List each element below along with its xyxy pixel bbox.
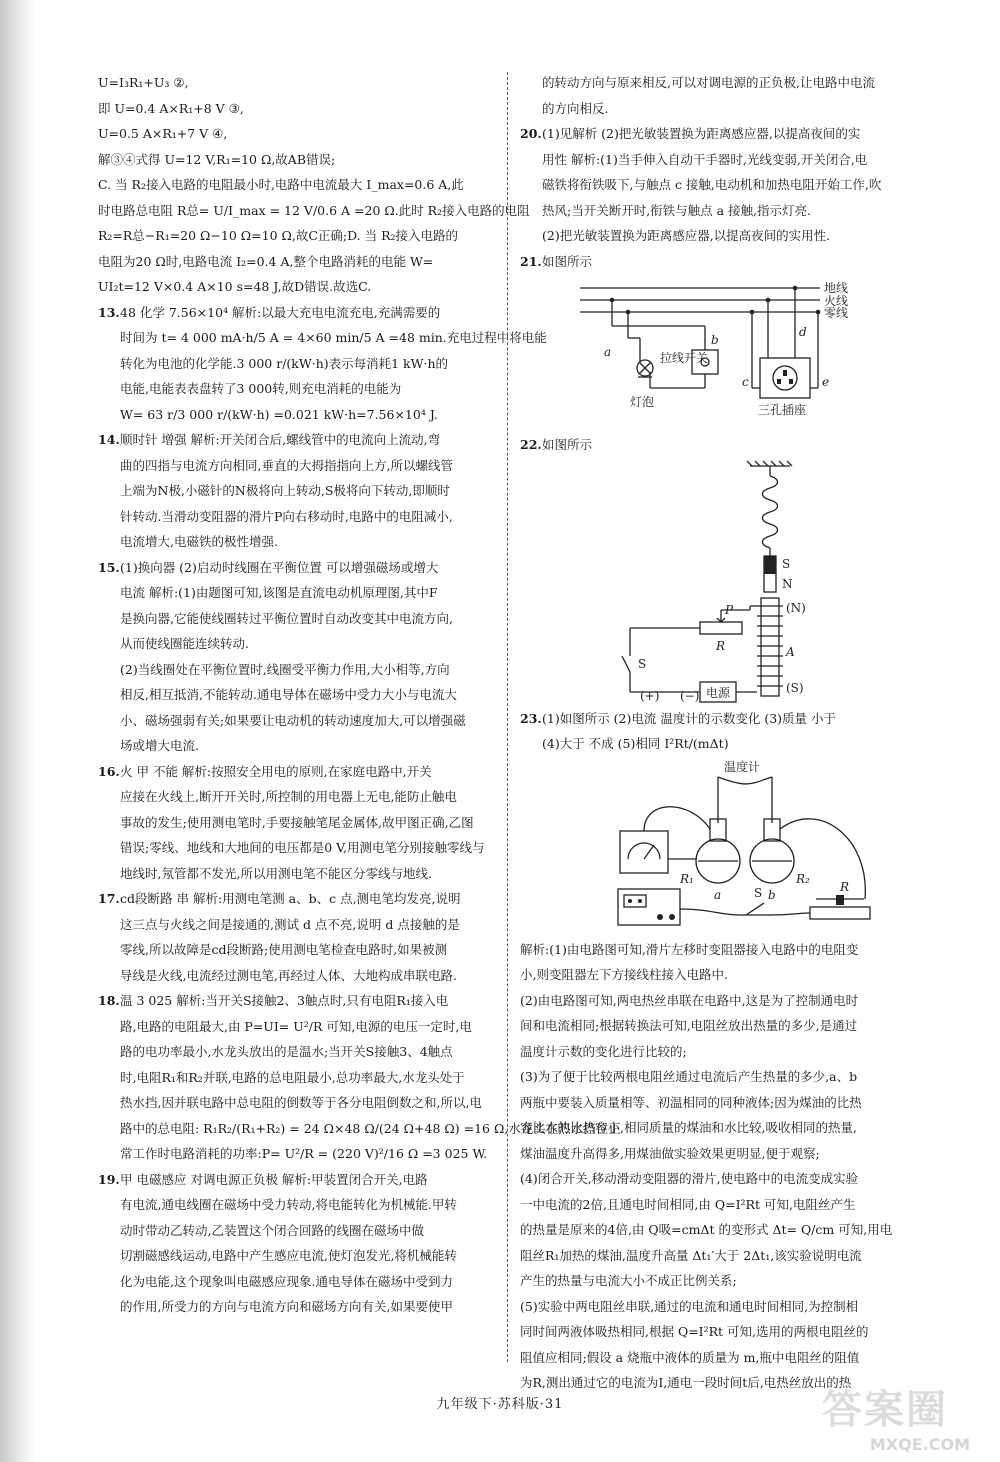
line-text: 曲的四指与电流方向相同,垂直的大拇指指向上方,所以螺线管 (120, 457, 453, 473)
power-source-label: 电源 (706, 685, 731, 700)
line-text: (1)如图所示 (2)电流 温度计的示数变化 (3)质量 小于 (542, 710, 837, 726)
text-line (98, 478, 498, 504)
line-text: (4)闭合开关,移动滑动变阻器的滑片,使电路中的电流变成实验 (520, 1171, 859, 1186)
text-line (98, 937, 498, 963)
text-line (520, 96, 938, 122)
figure-22-electromagnet-circuit (520, 460, 938, 703)
answer-23-analysis-text (520, 937, 938, 1396)
switch-s-label-23: S (754, 885, 763, 900)
line-text: 时间为 t= 4 000 mA·h/5 A = 4×60 min/5 A =48 min.充电过程中将电能 (120, 330, 547, 345)
line-text: U=I₃R₁+U₃ ②, (98, 75, 189, 90)
line-text: 有电流,通电线圈在磁场中受力转动,将电能转化为机械能.甲转 (120, 1197, 457, 1212)
line-text: 两瓶中要装入质量相等、初温相同的同种液体;因为煤油的比热 (520, 1094, 862, 1110)
line-text: 解析:(1)由电路图可知,滑片左移时变阻器接入电路中的电阻变 (520, 941, 859, 957)
line-text: 错误;零线、地线和大地间的电压都是0 V,用测电笔分别接触零线与 (120, 840, 485, 855)
text-line (98, 963, 498, 989)
question-number: 18. (98, 993, 120, 1008)
text-line (98, 1039, 498, 1065)
answer-22-text (520, 432, 938, 458)
text-line (98, 453, 498, 479)
terminal-plus-label: (+) (640, 688, 660, 703)
right-column (520, 70, 938, 1396)
text-line (520, 1141, 938, 1167)
wire-ground-label: 地线 (824, 281, 849, 295)
line-text: 磁铁将衔铁吸下,与触点 c 接触,电动机和加热电阻开始工作,吹 (542, 177, 882, 192)
text-line (98, 172, 498, 198)
lamp-label: 灯泡 (630, 395, 655, 409)
line-text: 热风;当开关断开时,衔铁与触点 a 接触,指示灯亮. (542, 202, 812, 218)
line-text: (1)见解析 (2)把光敏装置换为距离感应器,以提高夜间的实 (542, 126, 861, 141)
magnet-s-label: S (782, 556, 791, 571)
line-text: 容比水的比热容小,相同质量的煤油和水比较,吸收相同的热量, (520, 1120, 857, 1135)
text-line (520, 70, 938, 96)
line-text: cd段断路 串 解析:用测电笔测 a、b、c 点,测电笔均发亮,说明 (120, 891, 461, 906)
text-line (520, 432, 938, 458)
line-text: 小,则变阻器左下方接线柱接入电路中. (520, 967, 728, 982)
text-line (98, 580, 498, 606)
text-line (98, 912, 498, 938)
line-text: U=0.5 A×R₁+7 V ④, (98, 126, 228, 141)
line-text: 产生的热量与电流大小不成正比例关系; (520, 1273, 737, 1288)
text-line (98, 529, 498, 555)
line-text: 化为电能,这个现象叫电磁感应现象.通电导体在磁场中受到力 (120, 1273, 453, 1289)
point-e-label: e (822, 375, 830, 389)
text-line (98, 1269, 498, 1295)
line-text: 路中的总电阻: R₁R₂/(R₁+R₂) = 24 Ω×48 Ω/(24 Ω+48 Ω) =16 Ω,水龙头在热水挡位正 (120, 1120, 621, 1136)
text-line (520, 121, 938, 147)
text-line (98, 1192, 498, 1218)
switch-s-label: S (638, 656, 647, 671)
text-line (98, 631, 498, 657)
text-line (520, 172, 938, 198)
line-text: 切割磁感线运动,电路中产生感应电流,使灯泡发光,将机械能转 (120, 1248, 457, 1263)
point-d-label: d (799, 325, 807, 339)
switch-label: 拉线开关 (660, 351, 709, 365)
line-text: 小、磁场强弱有关;如果要让电动机的转动速度加大,可以增强磁 (120, 712, 466, 728)
text-line (98, 1116, 621, 1142)
line-text: (5)实验中两电阻丝串联,通过的电流和通电时间相同,为控制相 (520, 1298, 859, 1314)
line-text: 48 化学 7.56×10⁴ 解析:以最大充电电流充电,充满需要的 (120, 304, 441, 320)
socket-label: 三孔插座 (758, 403, 807, 417)
line-text: 温度计示数的变化进行比较的; (520, 1043, 687, 1059)
text-line (520, 1319, 938, 1345)
line-text: W= 63 r/3 000 r/(kW·h) =0.021 kW·h=7.56×10⁴ J. (120, 406, 438, 422)
line-text: 路,电路的电阻最大,由 P=UI= U²/R 可知,电源的电压一定时,电 (120, 1018, 472, 1034)
wire-live-label: 火线 (824, 294, 849, 308)
text-line (98, 121, 498, 147)
line-text: 这三点与火线之间是接通的,测试 d 点不亮,说明 d 点接触的是 (120, 916, 460, 932)
question-number: 20. (520, 126, 542, 141)
line-text: 导线是火线,电流经过测电笔,再经过人体、大地构成串联电路. (120, 967, 457, 983)
line-text: 从而使线圈能连续转动. (120, 636, 249, 651)
text-line (98, 1014, 498, 1040)
line-text: (2)当线圈处在平衡位置时,线圈受平衡力作用,大小相等,方向 (120, 661, 450, 677)
question-number: 21. (520, 253, 542, 269)
text-line (520, 1166, 938, 1192)
terminal-minus-label: (−) (680, 688, 700, 703)
line-text: 电流 解析:(1)由题图可知,该图是直流电动机原理图,其中F (120, 585, 438, 600)
text-line (98, 555, 498, 581)
line-text: 顺时针 增强 解析:开关闭合后,螺线管中的电流向上流动,弯 (120, 432, 441, 447)
text-line (98, 861, 498, 887)
point-c-label: c (742, 375, 749, 389)
text-line (520, 937, 938, 963)
line-text: 零线,所以故障是cd段断路;使用测电笔检查电路时,如果被测 (120, 942, 448, 957)
text-line (520, 1294, 938, 1320)
text-line (98, 223, 498, 249)
text-line (98, 1294, 498, 1320)
line-text: 路的电功率最小,水龙头放出的是温水;当开关S接触3、4触点 (120, 1044, 453, 1059)
question-number: 23. (520, 710, 542, 726)
text-line (98, 886, 498, 912)
question-number: 14. (98, 432, 120, 447)
line-text: 地线时,氖管都不发光,所以用测电笔不能区分零线与地线. (120, 865, 432, 881)
line-text: 电能,电能表表盘转了3 000转,则充电消耗的电能为 (120, 381, 402, 396)
thermometer-label: 温度计 (724, 759, 761, 774)
line-text: 解③④式得 U=12 V,R₁=10 Ω,故AB错误; (98, 151, 336, 167)
line-text: R₂=R总−R₁=20 Ω−10 Ω=10 Ω,故C正确;D. 当 R₂接入电路的 (98, 228, 459, 243)
text-line (520, 198, 938, 224)
line-text: 针转动.当滑动变阻器的滑片P向右移动时,电路中的电阻减小, (120, 508, 453, 524)
line-text: 如图所示 (542, 437, 593, 452)
text-line (520, 1268, 938, 1294)
resistor-r1-label: R₁ (680, 871, 694, 886)
line-text: 甲 电磁感应 对调电源正负极 解析:甲装置闭合开关,电路 (120, 1171, 428, 1187)
line-text: 应接在火线上,断开开关时,所控制的用电器上无电,能防止触电 (120, 789, 457, 804)
figure-21-household-circuit (520, 276, 938, 426)
line-text: 间和电流相同;根据转换法可知,电阻丝放出热量的多少,是通过 (520, 1018, 858, 1033)
text-line (520, 1115, 938, 1141)
line-text: 电阻为20 Ω时,电路电流 I₂=0.4 A,整个电路消耗的电能 W= (98, 253, 434, 269)
text-line (98, 274, 498, 300)
line-text: 一中电流的2倍,且通电时间相同,由 Q=I²Rt 可知,电阻丝产生 (520, 1196, 856, 1212)
line-text: 的热量是原来的4倍,由 Q吸=cmΔt 的变形式 Δt= Q/cm 可知,用电 (520, 1222, 893, 1237)
text-line (98, 657, 498, 683)
text-line (520, 1345, 938, 1371)
text-line (98, 682, 498, 708)
text-line (520, 1039, 938, 1065)
question-number: 13. (98, 304, 120, 320)
watermark-logo (822, 1387, 972, 1454)
answers-19-21-text (520, 70, 938, 274)
line-text: 电流增大,电磁铁的极性增强. (120, 534, 278, 549)
line-text: 热水挡,因并联电路中总电阻的倒数等于各分电阻倒数之和,所以,电 (120, 1095, 482, 1110)
text-line (98, 835, 498, 861)
line-text: 的方向相反. (542, 100, 609, 116)
point-a-label: a (604, 345, 612, 359)
text-line (98, 300, 498, 326)
page-binding-shadow (0, 0, 36, 1462)
line-text: UI₂t=12 V×0.4 A×10 s=48 J,故D错误.故选C. (98, 279, 372, 294)
line-text: (3)为了便于比较两根电阻丝通过电流后产生热量的多少,a、b (520, 1069, 858, 1084)
text-line (98, 351, 498, 377)
line-text: 为R,测出通过它的电流为I,通电一段时间t后,电热丝放出的热 (520, 1375, 852, 1390)
question-number: 17. (98, 891, 120, 906)
line-text: 常工作时电路消耗的功率:P= U²/R = (220 V)²/16 Ω =3 025 W. (120, 1146, 488, 1161)
text-line (98, 733, 498, 759)
page-footer: 九年级下·苏科版·31 (436, 1397, 564, 1412)
magnet-n-label: N (782, 576, 793, 591)
line-text: C. 当 R₂接入电路的电阻最小时,电路中电流最大 I_max=0.6 A,此 (98, 177, 464, 192)
text-line (98, 606, 498, 632)
line-text: 场或增大电流. (120, 738, 199, 753)
line-text: (2)把光敏装置换为距离感应器,以提高夜间的实用性. (542, 228, 831, 243)
line-text: 火 甲 不能 解析:按照安全用电的原则,在家庭电路中,开关 (120, 763, 432, 779)
line-text: 用性 解析:(1)当手伸入自动干手器时,光线变弱,开关闭合,电 (542, 151, 868, 167)
question-number: 16. (98, 763, 120, 779)
question-number: 19. (98, 1171, 120, 1187)
flask-b-label: b (768, 887, 776, 902)
text-line (98, 784, 498, 810)
line-text: 阻值应相同;假设 a 烧瓶中液体的质量为 m,瓶中电阻丝的阻值 (520, 1349, 860, 1365)
watermark-logo-text: 答案圈 (822, 1387, 948, 1433)
text-line (98, 708, 498, 734)
rheostat-r-label-23: R (840, 879, 850, 894)
text-line (520, 1243, 938, 1269)
line-text: 煤油温度升高得多,用煤油做实验效果更明显,便于观察; (520, 1145, 820, 1161)
line-text: (1)换向器 (2)启动时线圈在平衡位置 可以增强磁场或增大 (120, 559, 439, 575)
line-text: (2)由电路图可知,两电热丝串联在电路中,这是为了控制通电时 (520, 992, 859, 1008)
text-line (98, 1065, 498, 1091)
text-line (520, 731, 938, 757)
text-line (520, 249, 938, 275)
text-line (98, 1218, 498, 1244)
text-line (98, 96, 498, 122)
text-line (98, 810, 498, 836)
text-line (98, 759, 498, 785)
wire-neutral-label: 零线 (824, 306, 849, 320)
line-text: 时电路总电阻 R总= U/I_max = 12 V/0.6 A =20 Ω.此时 R₂接入电路的电阻 (98, 202, 530, 218)
text-line (98, 376, 498, 402)
text-line (520, 1192, 938, 1218)
line-text: 阻丝R₁加热的煤油,温度升高量 Δt₁′大于 2Δt₁,该实验说明电流 (520, 1247, 862, 1263)
line-text: 转化为电池的化学能.3 000 r/(kW·h)表示每消耗1 kW·h的 (120, 355, 448, 371)
text-line (520, 1064, 938, 1090)
flask-a-label: a (714, 887, 722, 902)
line-text: 的转动方向与原来相反,可以对调电源的正负极,让电路中电流 (542, 75, 875, 90)
line-text: 如图所示 (542, 253, 593, 269)
text-line (98, 198, 530, 224)
text-line (520, 962, 938, 988)
watermark-logo-url: MXQE.COM (869, 1435, 970, 1454)
line-text: 相反,相互抵消,不能转动.通电导体在磁场中受力大小与电流大 (120, 687, 457, 702)
text-line (520, 1217, 938, 1243)
resistor-r2-label: R₂ (796, 871, 810, 886)
text-line (98, 1167, 498, 1193)
text-line (98, 988, 498, 1014)
text-line (98, 249, 498, 275)
column-divider (507, 72, 508, 1362)
figure-23-joule-heating-apparatus (520, 759, 938, 931)
text-line (98, 504, 498, 530)
answer-23-text (520, 706, 938, 757)
line-text: (4)大于 不成 (5)相同 I²Rt/(mΔt) (542, 736, 729, 751)
line-text: 同时间两液体吸热相同,根据 Q=I²Rt 可知,选用的两根电阻丝的 (520, 1324, 869, 1339)
text-line (520, 988, 938, 1014)
text-line (98, 147, 498, 173)
text-line (98, 427, 498, 453)
question-number: 15. (98, 559, 120, 575)
question-number: 22. (520, 437, 542, 452)
line-text: 动时带动乙转动,乙装置这个闭合回路的线圈在磁场中做 (120, 1222, 424, 1238)
point-b-label: b (711, 333, 719, 347)
line-text: 事故的发生;使用测电笔时,手要接触笔尾金属体,故甲图正确,乙图 (120, 814, 474, 830)
line-text: 是换向器,它能使线圈转过平衡位置时自动改变其中电流方向, (120, 610, 453, 626)
text-line (98, 325, 547, 351)
text-line (98, 1141, 498, 1167)
coil-a-label: A (786, 644, 795, 659)
line-text: 时,电阻R₁和R₂并联,电路的总电阻最小,总功率最大,水龙头处于 (120, 1069, 465, 1085)
text-line (98, 402, 498, 428)
text-line (520, 1090, 938, 1116)
line-text: 的作用,所受力的方向与电流方向和磁场方向有关,如果要使甲 (120, 1299, 453, 1314)
text-line (520, 147, 938, 173)
coil-s-label: (S) (786, 680, 804, 695)
line-text: 温 3 025 解析:当开关S接触2、3触点时,只有电阻R₁接入电 (120, 993, 449, 1008)
rheostat-r-label: R (716, 638, 726, 653)
text-line (98, 1243, 498, 1269)
text-line (98, 1090, 498, 1116)
line-text: 即 U=0.4 A×R₁+8 V ③, (98, 100, 244, 116)
text-line (520, 223, 938, 249)
coil-n-label: (N) (786, 600, 806, 615)
text-line (520, 1013, 938, 1039)
line-text: 上端为N极,小磁针的N极将向上转动,S极将向下转动,即顺时 (120, 483, 450, 498)
text-line (98, 70, 498, 96)
slider-p-label: P (725, 602, 734, 617)
text-line (520, 706, 938, 732)
